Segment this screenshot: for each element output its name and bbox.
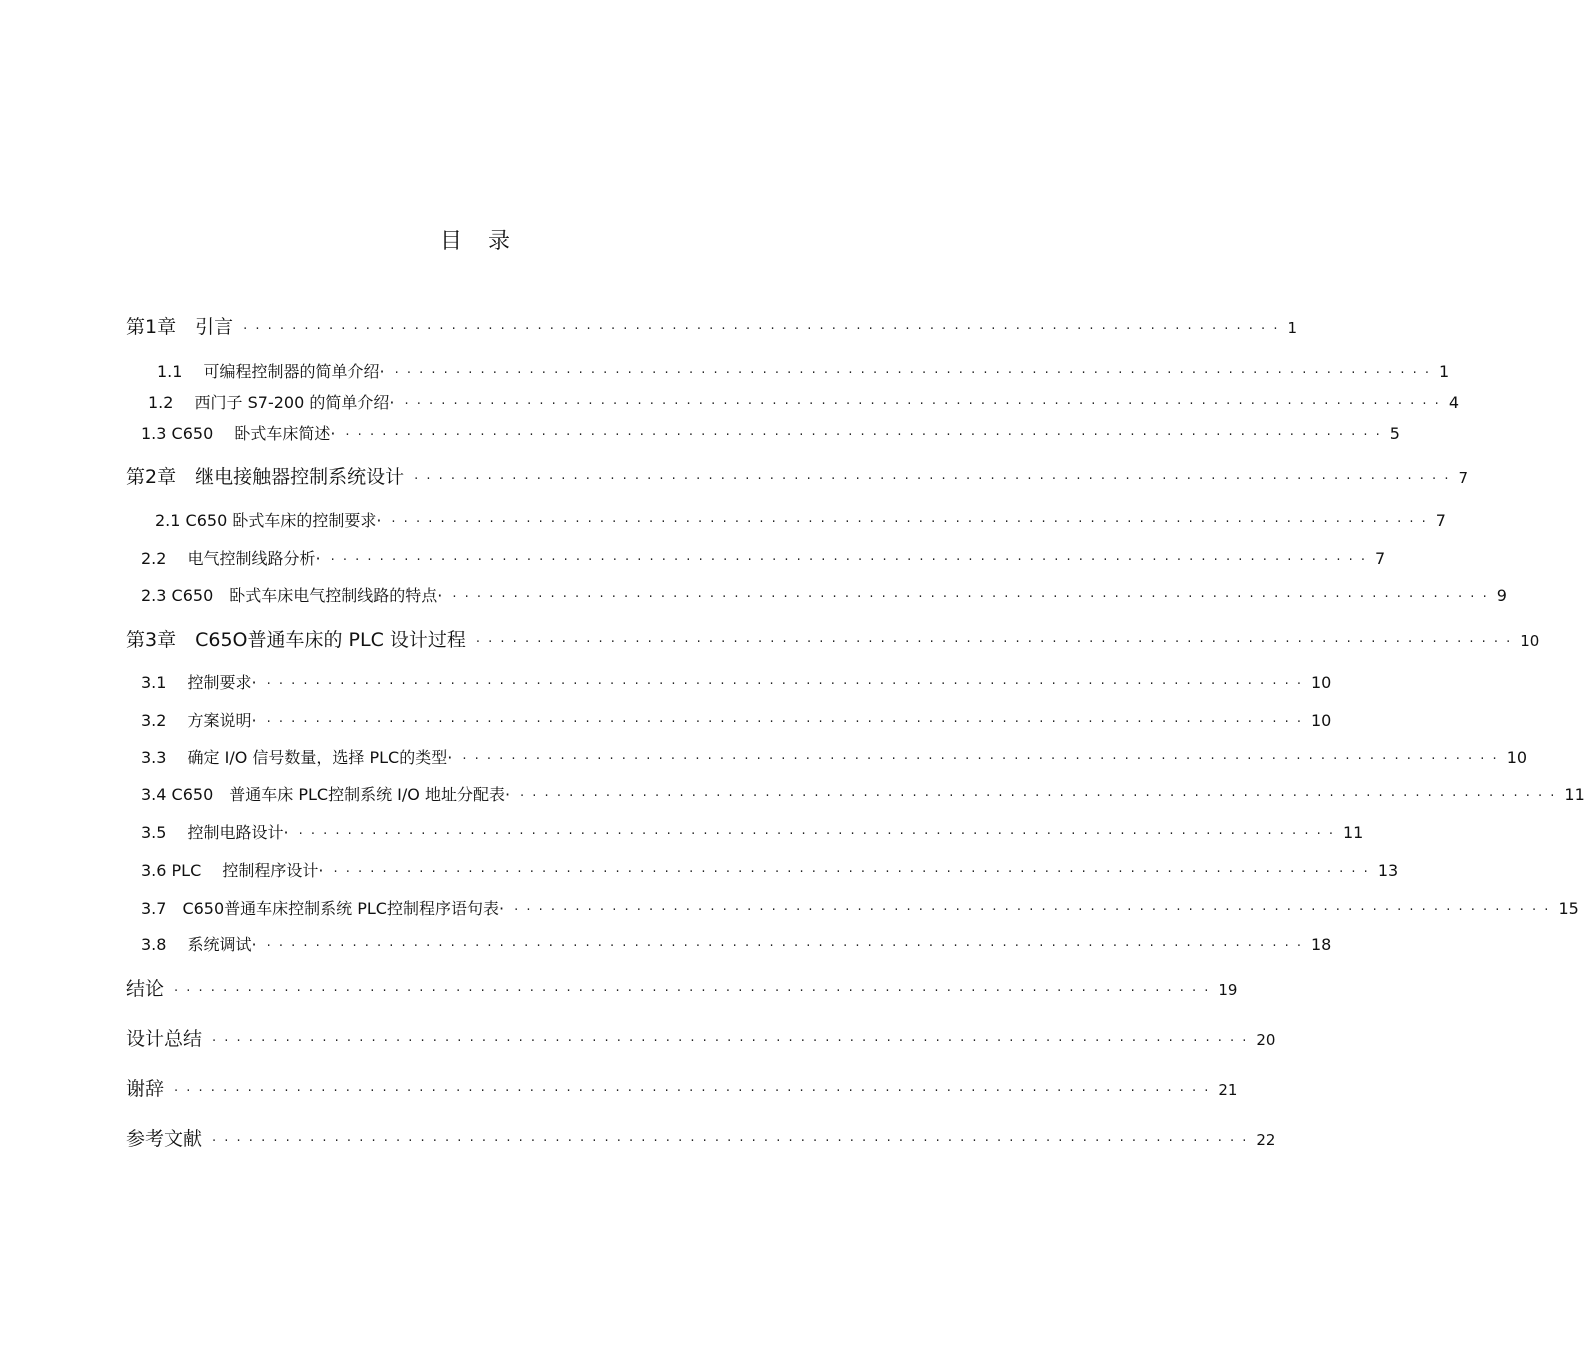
toc-entry-2-3[interactable] [141,583,1507,606]
toc-entry-acknowledgements[interactable] [126,1074,1238,1101]
toc-leader: · · · · · · · · · · · · · · · · · · · · · · · · · · · · · · · · · · · · · · · · · · · · · · · · · · · · · · · · · · · · · · · · · · · · · · · · · · · · · · · · · · · · · [266,715,1303,730]
toc-entry-chapter-3[interactable] [126,625,1540,652]
toc-entry-text: 设计总结 [126,1028,203,1050]
toc-entry-text: 2.1 C650 卧式车床的控制要求· [155,511,382,530]
toc-entry-page: 10 [1311,711,1332,730]
toc-entry-text: 2.2 电气控制线路分析· [141,549,321,568]
toc-entry-page: 5 [1389,424,1400,443]
toc-entry-text: 1.3 C650 卧式车床简述· [141,424,336,443]
toc-entry-chapter-1[interactable] [126,312,1298,339]
toc-entry-text: 3.7 C650普通车床控制系统 PLC控制程序语句表· [141,899,505,918]
toc-leader: · · · · · · · · · · · · · · · · · · · · · · · · · · · · · · · · · · · · · · · · · · · · · · · · · · · · · · · · · · · · · · · · · · · · · · · · · · · · · · · · · · · · · [345,428,1382,443]
toc-entry-1-1[interactable] [157,359,1450,382]
toc-entry-page: 10 [1311,673,1332,692]
toc-entry-conclusion[interactable] [126,974,1238,1001]
toc-entry-page: 11 [1564,785,1585,804]
toc-entry-page: 13 [1377,861,1399,880]
toc-entry-text: 第2章 继电接触器控制系统设计 [126,466,405,488]
toc-leader: · · · · · · · · · · · · · · · · · · · · · · · · · · · · · · · · · · · · · · · · · · · · · · · · · · · · · · · · · · · · · · · · · · · · · · · · · · · · · · · · · · · · · [212,1034,1249,1049]
toc-entry-3-1[interactable] [141,670,1332,693]
toc-entry-page: 1 [1287,319,1298,337]
toc-entry-1-2[interactable] [148,390,1460,413]
toc-entry-text: 参考文献 [126,1128,203,1150]
toc-leader: · · · · · · · · · · · · · · · · · · · · · · · · · · · · · · · · · · · · · · · · · · · · · · · · · · · · · · · · · · · · · · · · · · · · · · · · · · · · · · · · · · · · · [475,635,1513,650]
toc-entry-text: 1.2 西门子 S7-200 的简单介绍· [148,393,395,412]
toc-entry-text: 结论 [126,978,165,1000]
toc-leader: · · · · · · · · · · · · · · · · · · · · · · · · · · · · · · · · · · · · · · · · · · · · · · · · · · · · · · · · · · · · · · · · · · · · · · · · · · · · · · · · · · · · · [174,984,1211,999]
toc-entry-page: 10 [1506,748,1528,767]
toc-leader: · · · · · · · · · · · · · · · · · · · · · · · · · · · · · · · · · · · · · · · · · · · · · · · · · · · · · · · · · · · · · · · · · · · · · · · · · · · · · · · · · · · · · [452,590,1489,605]
toc-entry-chapter-2[interactable] [126,462,1469,489]
toc-leader: · · · · · · · · · · · · · · · · · · · · · · · · · · · · · · · · · · · · · · · · · · · · · · · · · · · · · · · · · · · · · · · · · · · · · · · · · · · · · · · · · · · · · [212,1134,1249,1149]
toc-entry-page: 7 [1458,469,1469,487]
toc-entry-page: 19 [1218,981,1238,999]
toc-entry-1-3[interactable] [141,421,1400,444]
toc-entry-3-8[interactable] [141,932,1332,955]
toc-entry-summary[interactable] [126,1024,1276,1051]
toc-entry-text: 3.3 确定 I/O 信号数量，选择 PLC的类型· [141,748,453,767]
toc-entry-3-2[interactable] [141,708,1332,731]
toc-entry-3-3[interactable] [141,745,1528,768]
toc-entry-page: 1 [1439,362,1450,381]
toc-leader: · · · · · · · · · · · · · · · · · · · · · · · · · · · · · · · · · · · · · · · · · · · · · · · · · · · · · · · · · · · · · · · · · · · · · · · · · · · · · · · · · · · · · [330,553,1367,568]
toc-entry-references[interactable] [126,1124,1276,1151]
toc-entry-text: 3.8 系统调试· [141,935,257,954]
toc-entry-3-5[interactable] [141,820,1364,843]
toc-entry-page: 20 [1256,1031,1276,1049]
toc-entry-page: 7 [1435,511,1446,530]
toc-entry-page: 22 [1256,1131,1276,1149]
toc-entry-text: 3.1 控制要求· [141,673,257,692]
toc-leader: · · · · · · · · · · · · · · · · · · · · · · · · · · · · · · · · · · · · · · · · · · · · · · · · · · · · · · · · · · · · · · · · · · · · · · · · · · · · · · · · · · · · · [243,322,1280,337]
toc-title: 目录 [439,229,536,254]
toc-leader: · · · · · · · · · · · · · · · · · · · · · · · · · · · · · · · · · · · · · · · · · · · · · · · · · · · · · · · · · · · · · · · · · · · · · · · · · · · · · · · · · · · · · [333,865,1370,880]
toc-entry-text: 1.1 可编程控制器的简单介绍· [157,362,385,381]
toc-entry-text: 3.6 PLC 控制程序设计· [141,861,324,880]
toc-entry-page: 21 [1218,1081,1238,1099]
toc-entry-text: 2.3 C650 卧式车床电气控制线路的特点· [141,586,443,605]
toc-leader: · · · · · · · · · · · · · · · · · · · · · · · · · · · · · · · · · · · · · · · · · · · · · · · · · · · · · · · · · · · · · · · · · · · · · · · · · · · · · · · · · · · · · [391,515,1428,530]
toc-entry-text: 第3章 C65O普通车床的 PLC 设计过程 [126,629,466,651]
toc-leader: · · · · · · · · · · · · · · · · · · · · · · · · · · · · · · · · · · · · · · · · · · · · · · · · · · · · · · · · · · · · · · · · · · · · · · · · · · · · · · · · · · · · · [298,827,1335,842]
toc-entry-page: 10 [1520,632,1540,650]
toc-leader: · · · · · · · · · · · · · · · · · · · · · · · · · · · · · · · · · · · · · · · · · · · · · · · · · · · · · · · · · · · · · · · · · · · · · · · · · · · · · · · · · · · · · [514,903,1551,918]
toc-entry-2-2[interactable] [141,546,1386,569]
toc-entry-page: 11 [1343,823,1364,842]
toc-entry-text: 3.2 方案说明· [141,711,257,730]
toc-leader: · · · · · · · · · · · · · · · · · · · · · · · · · · · · · · · · · · · · · · · · · · · · · · · · · · · · · · · · · · · · · · · · · · · · · · · · · · · · · · · · · · · · · [462,752,1499,767]
toc-entry-3-6[interactable] [141,858,1399,881]
toc-leader: · · · · · · · · · · · · · · · · · · · · · · · · · · · · · · · · · · · · · · · · · · · · · · · · · · · · · · · · · · · · · · · · · · · · · · · · · · · · · · · · · · · · · [174,1084,1211,1099]
toc-leader: · · · · · · · · · · · · · · · · · · · · · · · · · · · · · · · · · · · · · · · · · · · · · · · · · · · · · · · · · · · · · · · · · · · · · · · · · · · · · · · · · · · · · [394,366,1431,381]
toc-entry-text: 第1章 引言 [126,316,234,338]
toc-entry-3-7[interactable] [141,896,1579,919]
toc-entry-page: 15 [1558,899,1579,918]
toc-entry-text: 3.5 控制电路设计· [141,823,289,842]
toc-entry-page: 4 [1448,393,1460,412]
toc-entry-text: 谢辞 [126,1078,165,1100]
toc-leader: · · · · · · · · · · · · · · · · · · · · · · · · · · · · · · · · · · · · · · · · · · · · · · · · · · · · · · · · · · · · · · · · · · · · · · · · · · · · · · · · · · · · · [404,397,1441,412]
toc-leader: · · · · · · · · · · · · · · · · · · · · · · · · · · · · · · · · · · · · · · · · · · · · · · · · · · · · · · · · · · · · · · · · · · · · · · · · · · · · · · · · · · · · · [266,939,1303,954]
toc-entry-2-1[interactable] [155,508,1446,531]
toc-leader: · · · · · · · · · · · · · · · · · · · · · · · · · · · · · · · · · · · · · · · · · · · · · · · · · · · · · · · · · · · · · · · · · · · · · · · · · · · · · · · · · · · · · [414,472,1451,487]
toc-entry-page: 18 [1311,935,1332,954]
toc-leader: · · · · · · · · · · · · · · · · · · · · · · · · · · · · · · · · · · · · · · · · · · · · · · · · · · · · · · · · · · · · · · · · · · · · · · · · · · · · · · · · · · · · · [266,677,1303,692]
toc-leader: · · · · · · · · · · · · · · · · · · · · · · · · · · · · · · · · · · · · · · · · · · · · · · · · · · · · · · · · · · · · · · · · · · · · · · · · · · · · · · · · · · · · · [520,789,1557,804]
toc-entry-3-4[interactable] [141,782,1585,805]
toc-entry-page: 9 [1496,586,1507,605]
toc-entry-page: 7 [1375,549,1386,568]
toc-entry-text: 3.4 C650 普通车床 PLC控制系统 I/O 地址分配表· [141,785,511,804]
